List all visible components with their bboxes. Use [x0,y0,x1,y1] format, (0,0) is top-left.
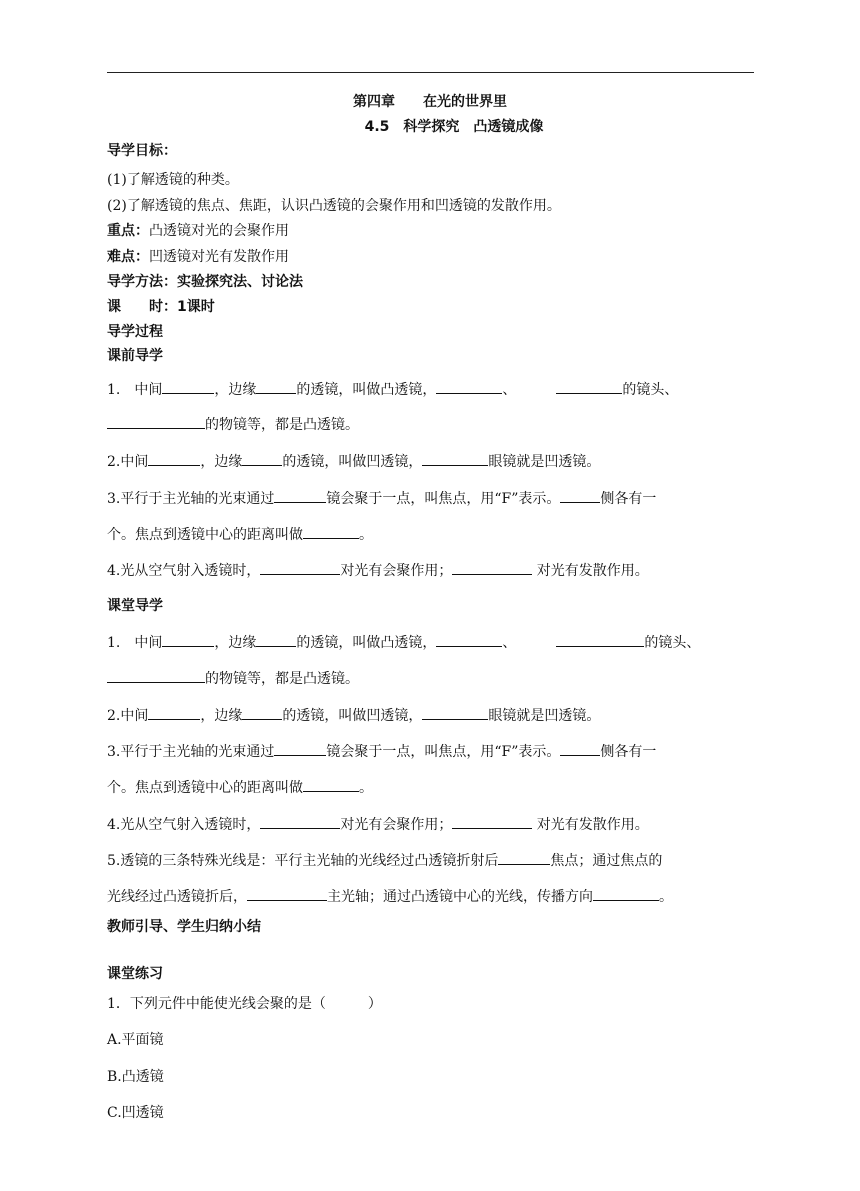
in-q1-line2 [107,668,359,688]
key-point [107,222,289,240]
answer-blank[interactable] [107,668,205,683]
process-heading: 导学过程 [107,324,163,340]
answer-blank[interactable] [303,777,359,792]
text: 主光轴；通过凸透镜中心的光线，传播方向 [327,889,593,905]
in-q2 [107,705,600,725]
text: 的透镜，叫做凸透镜， [296,382,437,398]
in-q5-line2 [107,886,673,906]
text: 对光有会聚作用； [340,563,453,579]
text: ，边缘 [214,635,257,651]
answer-blank[interactable] [560,488,600,503]
text: 4.光从空气射入透镜时， [107,563,261,579]
header-rule [107,72,754,73]
answer-blank[interactable] [556,632,644,647]
text: 3.平行于主光轴的光束通过 [107,744,275,760]
text: 个。焦点到透镜中心的距离叫做 [107,527,303,543]
section-title: 4.5 科学探究 凸透镜成像 [364,119,544,135]
in-q3-line1 [107,741,656,761]
text: 。 [659,889,673,905]
objectives-label: 导学目标： [107,143,177,159]
text: 1. 中间 [107,635,163,651]
key-point-label: 重点： [107,223,149,239]
answer-blank[interactable] [436,632,502,647]
answer-blank[interactable] [256,632,296,647]
text: 1. 中间 [107,382,163,398]
answer-blank[interactable] [148,451,200,466]
period-line [107,298,215,316]
pre-class-heading: 课前导学 [107,348,163,364]
text: 的透镜，叫做凹透镜， [282,454,423,470]
text: ，边缘 [200,454,243,470]
difficulty-label: 难点： [107,249,149,265]
text: 、 [502,382,517,398]
pre-q2 [107,451,600,471]
pre-q1-line2 [107,414,359,434]
text: 的物镜等，都是凸透镜。 [205,671,359,687]
practice-q1: 1．下列元件中能使光线会聚的是（ ） [107,996,382,1012]
option-c: C.凹透镜 [107,1105,164,1121]
in-q4 [107,814,649,834]
answer-blank[interactable] [436,379,502,394]
answer-blank[interactable] [303,524,359,539]
text: ，边缘 [200,708,243,724]
text: 侧各有一 [600,491,657,507]
answer-blank[interactable] [242,705,282,720]
answer-blank[interactable] [242,451,282,466]
answer-blank[interactable] [422,451,488,466]
difficulty [107,248,289,266]
practice-heading: 课堂练习 [107,966,163,982]
text: 光线经过凸透镜折后， [107,889,247,905]
text: 的物镜等，都是凸透镜。 [205,417,359,433]
text: 的透镜，叫做凹透镜， [282,708,423,724]
text: 。 [359,780,373,796]
text: 镜会聚于一点，叫焦点，用“F”表示。 [326,491,561,507]
chapter-title: 第四章 在光的世界里 [353,94,507,110]
answer-blank[interactable] [247,886,327,901]
answer-blank[interactable] [556,379,622,394]
text: 对光有发散作用。 [532,817,649,833]
text: 对光有发散作用。 [532,563,649,579]
text: 5.透镜的三条特殊光线是：平行主光轴的光线经过凸透镜折射后 [107,853,499,869]
in-q5-line1 [107,850,662,870]
answer-blank[interactable] [148,705,200,720]
in-q1-line1 [107,632,700,652]
answer-blank[interactable] [162,632,214,647]
text: 3.平行于主光轴的光束通过 [107,491,275,507]
answer-blank[interactable] [452,814,532,829]
answer-blank[interactable] [260,814,340,829]
answer-blank[interactable] [256,379,296,394]
answer-blank[interactable] [274,488,326,503]
text: 2.中间 [107,708,149,724]
period-label: 课 时： [107,299,177,315]
summary-heading: 教师引导、学生归纳小结 [107,919,261,935]
objective-1: (1)了解透镜的种类。 [107,172,239,188]
text: 眼镜就是凹透镜。 [488,708,601,724]
text: 对光有会聚作用； [340,817,453,833]
text: 、 [502,635,517,651]
pre-q1-line1 [107,379,678,399]
answer-blank[interactable] [560,741,600,756]
method-line: 导学方法：实验探究法、讨论法 [107,274,303,290]
difficulty-text: 凹透镜对光有发散作用 [149,249,289,265]
text: 2.中间 [107,454,149,470]
in-q3-line2 [107,777,373,797]
answer-blank[interactable] [498,850,550,865]
answer-blank[interactable] [260,560,340,575]
answer-blank[interactable] [422,705,488,720]
text: 的镜头、 [644,635,701,651]
pre-q3-line1 [107,488,656,508]
text: 个。焦点到透镜中心的距离叫做 [107,780,303,796]
text: ，边缘 [214,382,257,398]
answer-blank[interactable] [107,414,205,429]
pre-q3-line2 [107,524,373,544]
text: 眼镜就是凹透镜。 [488,454,601,470]
answer-blank[interactable] [452,560,532,575]
option-a: A.平面镜 [107,1032,164,1048]
objective-2: (2)了解透镜的焦点、焦距，认识凸透镜的会聚作用和凹透镜的发散作用。 [107,198,561,214]
text: 的透镜，叫做凸透镜， [296,635,437,651]
answer-blank[interactable] [593,886,659,901]
text: 镜会聚于一点，叫焦点，用“F”表示。 [326,744,561,760]
answer-blank[interactable] [274,741,326,756]
text: 4.光从空气射入透镜时， [107,817,261,833]
answer-blank[interactable] [162,379,214,394]
pre-q4 [107,560,649,580]
text: 焦点；通过焦点的 [550,853,663,869]
text: 。 [359,527,373,543]
option-b: B.凸透镜 [107,1069,164,1085]
period-text: 1课时 [177,299,215,315]
text: 的镜头、 [622,382,679,398]
text: 侧各有一 [600,744,657,760]
key-point-text: 凸透镜对光的会聚作用 [149,223,289,239]
in-class-heading: 课堂导学 [107,598,163,614]
